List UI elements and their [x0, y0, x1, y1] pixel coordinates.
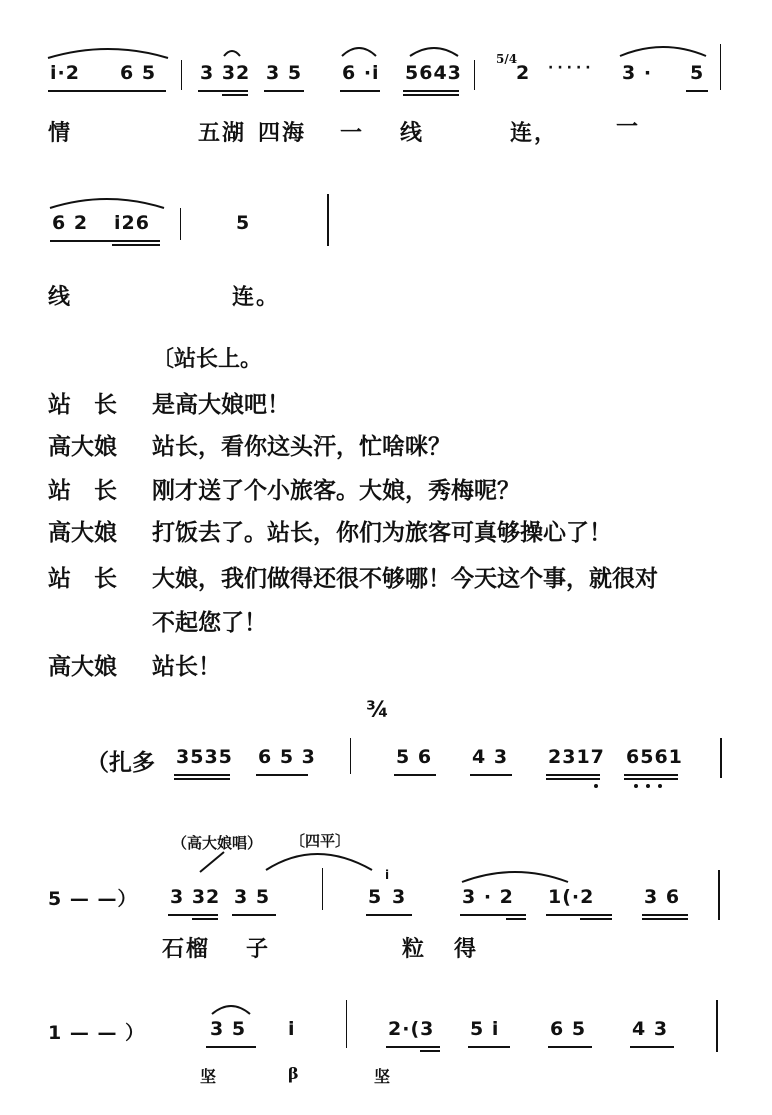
lyric: 一: [340, 120, 365, 146]
note-group: i: [288, 1018, 296, 1040]
dialogue-line: 是高大娘吧！: [152, 391, 290, 418]
intro-label: （扎多: [86, 749, 155, 776]
note-group: 4 3: [632, 1018, 669, 1040]
lyric: 坚: [200, 1067, 219, 1086]
lyric: 情: [48, 120, 73, 146]
time-signature: ¾: [366, 698, 390, 723]
note-group: 1 — — ）: [48, 1022, 146, 1044]
tie: [210, 1002, 252, 1016]
lyric: 坚: [374, 1067, 393, 1086]
speaker: 高大娘: [48, 653, 117, 680]
lyric: 四海: [258, 120, 307, 146]
note-group: 3 5: [210, 1018, 247, 1040]
note-group: 3 ·: [622, 62, 653, 84]
speaker: 站 长: [48, 565, 117, 592]
lyric: 一: [616, 114, 641, 140]
slur: [48, 194, 166, 210]
tune-annotation: 〔四平〕: [290, 832, 351, 850]
dialogue-line: 站长，看你这头汗，忙啥咪？: [152, 433, 451, 460]
speaker: 站 长: [48, 477, 117, 504]
lyric: 连。: [232, 284, 281, 310]
note-group: 3: [392, 886, 407, 908]
note-group: 3 5: [266, 62, 303, 84]
dialogue-line: 刚才送了个小旅客。大娘，秀梅呢？: [152, 477, 520, 504]
dialogue-line: 大娘，我们做得还很不够哪！今天这个事，就很对: [152, 565, 658, 592]
note-group: i26: [114, 212, 150, 234]
note-group: 5 i: [470, 1018, 500, 1040]
dialogue-line: 打饭去了。站长，你们为旅客可真够操心了！: [152, 519, 612, 546]
slur: [460, 866, 570, 884]
lyric: 连，: [510, 120, 559, 146]
speaker: 站 长: [48, 391, 117, 418]
lyric: 五湖: [198, 120, 247, 146]
dialogue-line-continued: 不起您了！: [152, 609, 267, 636]
note-group: 1(·2: [548, 886, 595, 908]
grace-note: i: [385, 868, 391, 882]
slur: [618, 42, 708, 58]
note-group: 5643: [405, 62, 462, 84]
note-group: 6 5: [550, 1018, 587, 1040]
note-group: 3 5: [234, 886, 271, 908]
lyric: 粒: [402, 936, 427, 962]
lyric: 得: [454, 936, 479, 962]
note-group: 5: [690, 62, 705, 84]
note-group: 3 6: [644, 886, 681, 908]
lyric: 线: [48, 284, 73, 310]
note-group: 3 32: [200, 62, 251, 84]
note-group: 3 32: [170, 886, 221, 908]
stage-direction: 〔站长上。: [152, 346, 263, 372]
lyric: 子: [246, 936, 271, 962]
tie: [222, 48, 242, 58]
slur: [408, 44, 460, 58]
note-group: 6 2: [52, 212, 89, 234]
note-group: 5: [236, 212, 251, 234]
note-group: i·2: [50, 62, 80, 84]
time-signature: 5/4: [496, 52, 518, 66]
note-group: 3535: [176, 746, 233, 768]
note-group: 6 5: [120, 62, 157, 84]
note-group: 2·(3: [388, 1018, 435, 1040]
singer-annotation: （高大娘唱）: [172, 834, 263, 852]
note-group: 3 · 2: [462, 886, 514, 908]
note-group: 5 — —）: [48, 888, 138, 910]
speaker: 高大娘: [48, 519, 117, 546]
slur: [340, 44, 378, 58]
rest-dots: ·····: [548, 60, 595, 76]
note-group: 5 6: [396, 746, 433, 768]
lyric: 线: [400, 120, 425, 146]
note-group: 4 3: [472, 746, 509, 768]
dialogue-line: 站长！: [152, 653, 221, 680]
note-group: 2317: [548, 746, 605, 768]
slur: [46, 44, 170, 60]
lyric: 石榴: [162, 936, 211, 962]
note-group: 2: [516, 62, 531, 84]
note-group: 6561: [626, 746, 683, 768]
slur: [196, 846, 376, 874]
note-group: 5: [368, 886, 383, 908]
note-group: 6 ·i: [342, 62, 380, 84]
note-group: 6 5 3: [258, 746, 316, 768]
speaker: 高大娘: [48, 433, 117, 460]
lyric: β: [288, 1064, 301, 1083]
